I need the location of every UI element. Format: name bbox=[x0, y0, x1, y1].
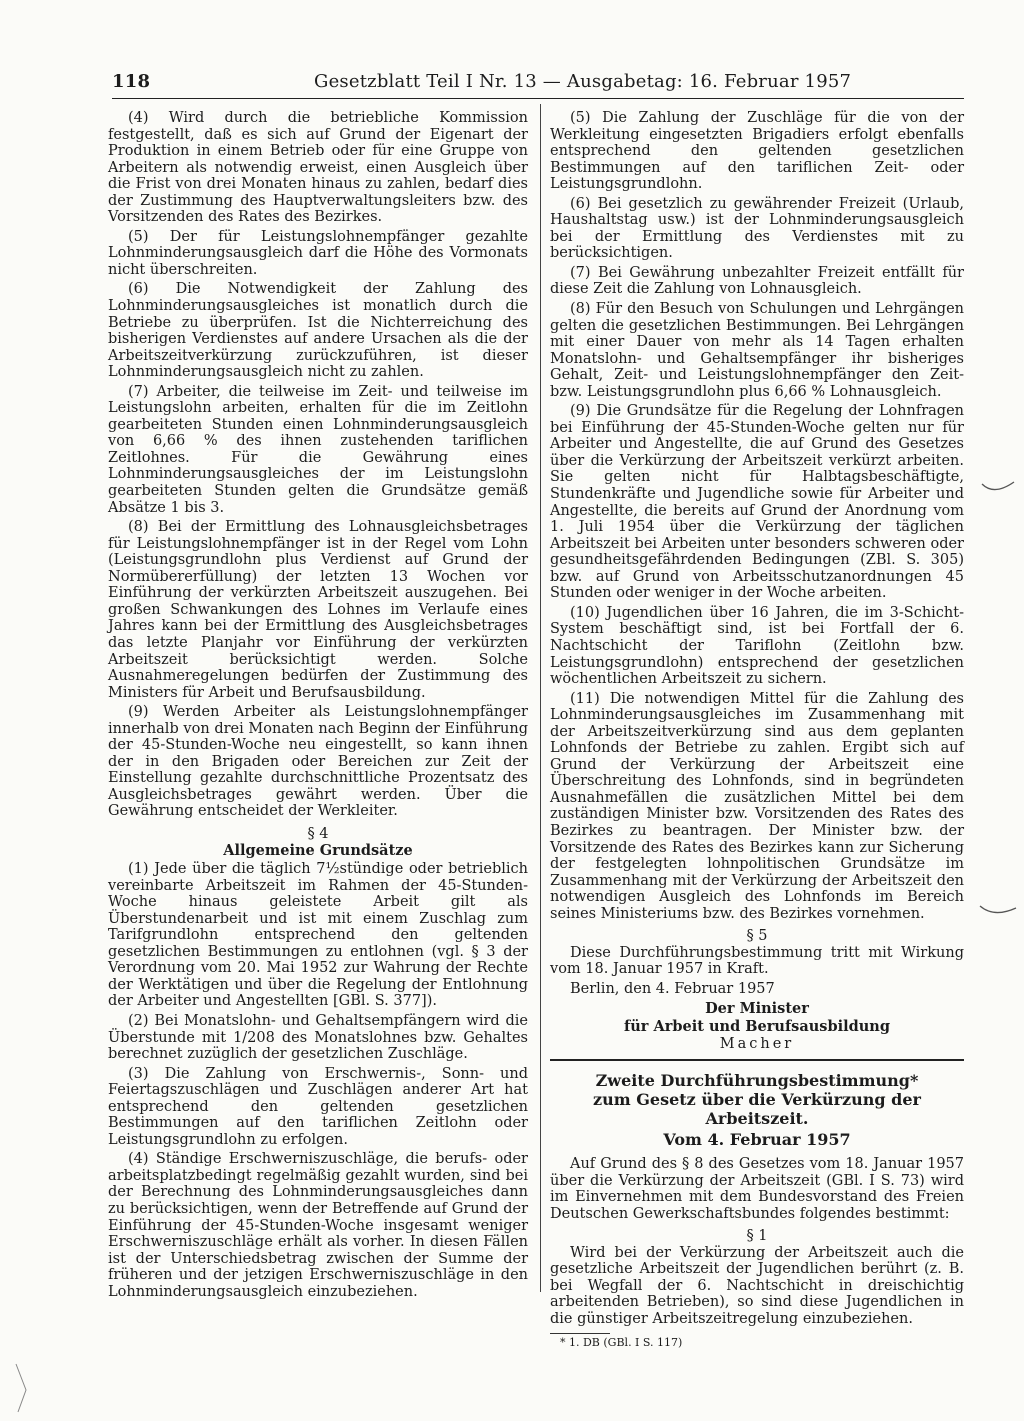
section-title: Allgemeine Grundsätze bbox=[223, 841, 413, 859]
paragraph: (4) Wird durch die betriebliche Kommission festgestellt, daß es sich auf Grund der Eigenart der Produktion in einem Betrieb oder für eine Gruppe von Arbeitern als notwendig erweist, einen Ausgleich über die Frist von drei Monaten hinaus zu zahlen, bedarf dies der Zustimmung des Hauptverwaltungsleiters bzw. des Vorsitzenden des Rates des Bezirkes. bbox=[108, 110, 528, 226]
margin-pencil-mark bbox=[980, 478, 1016, 498]
paragraph: (4) Ständige Erschwerniszuschläge, die berufs- oder arbeitsplatzbedingt regelmäßig gezahlt wurden, sind bei der Berechnung des Lohnminderungsausgleiches dann zu berücksichtigen, wenn der Betreffende auf Grund der Einführung der 45-Stunden-Woche insgesamt weniger Erschwerniszuschläge erhält als vorher. In diesen Fällen ist der Unterschiedsbetrag zwischen der Summe der früheren und der jetzigen Erschwerniszuschläge in den Lohnminderungsausgleich einzubeziehen. bbox=[108, 1151, 528, 1300]
margin-pencil-mark bbox=[978, 900, 1018, 920]
signature-name: Macher bbox=[719, 1036, 795, 1053]
paragraph: (9) Werden Arbeiter als Leistungslohnempfänger innerhalb von drei Monaten nach Beginn der Einführung der 45-Stunden-Woche neu eingestellt, so kann ihnen der in den Brigaden oder Bereichen zur Zeit der Einstellung gezahlte durchschnittliche Prozentsatz des Ausgleichsbetrages gewährt werden. Über die Gewährung entscheidet der Werkleiter. bbox=[108, 704, 528, 820]
paragraph: Diese Durchführungsbestimmung tritt mit Wirkung vom 18. Januar 1957 in Kraft. bbox=[550, 944, 964, 978]
left-column bbox=[108, 110, 528, 1303]
section-number: § 1 bbox=[746, 1228, 768, 1245]
paragraph: (10) Jugendlichen über 16 Jahren, die im 3-Schicht-System beschäftigt sind, ist bei Fortfall der 6. Nachtschicht der Tariflohn (Zeitlohn bzw. Leistungsgrundlohn) entsprechend der gesetzlichen wöchentlichen Arbeitszeit zu sichern. bbox=[550, 604, 964, 688]
right-column bbox=[550, 110, 964, 1349]
footnote-rule bbox=[550, 1333, 610, 1334]
document-date: Vom 4. Februar 1957 bbox=[663, 1129, 851, 1149]
paragraph: (11) Die notwendigen Mittel für die Zahlung des Lohnminderungsausgleiches im Zusammenhang mit der Arbeitszeitverkürzung sind aus dem geplanten Lohnfonds der Betriebe zu zahlen. Ergibt sich auf Grund der Verkürzung der Arbeitszeit eine Überschreitung des Lohnfonds, sind in begründeten Ausnahmefällen die zusätzlichen Mittel bei dem zuständigen Minister bzw. Vorsitzenden des Rates des Bezirkes zu beantragen. Der Minister bzw. der Vorsitzende des Rates des Bezirkes kann zur Sicherung der festgelegten lohnpolitischen Grundsätze im Zusammenhang mit der Verkürzung der Arbeitszeit den notwendigen Ausgleich des Lohnfonds im Bereich seines Ministeriums bzw. des Bezirkes vornehmen. bbox=[550, 690, 964, 922]
paragraph: Auf Grund des § 8 des Gesetzes vom 18. Januar 1957 über die Verkürzung der Arbeitszeit (GBl. I S. 73) wird im Einvernehmen mit dem Bundesvorstand des Freien Deutschen Gewerkschaftsbundes folgendes bestimmt: bbox=[550, 1155, 964, 1222]
header-title: Gesetzblatt Teil I Nr. 13 — Ausgabetag: 16. Februar 1957 bbox=[314, 71, 852, 92]
paragraph: (1) Jede über die täglich 7½stündige oder betrieblich vereinbarte Arbeitszeit im Rahmen der 45-Stunden-Woche hinaus geleistete Arbeit gilt als Überstundenarbeit und ist mit einem Zuschlag zum Tarifgrundlohn entsprechend den geltenden gesetzlichen Bestimmungen zu entlohnen (vgl. § 3 der Verordnung vom 20. Mai 1952 zur Wahrung der Rechte der Werktätigen und über die Regelung der Entlohnung der Arbeiter und Angestellten [GBl. S. 377]). bbox=[108, 861, 528, 1010]
paragraph: (7) Bei Gewährung unbezahlter Freizeit entfällt für diese Zeit die Zahlung von Lohnausgleich. bbox=[550, 264, 964, 298]
column-divider bbox=[540, 104, 541, 1292]
document-subtitle: zum Gesetz über die Verkürzung der Arbeitszeit. bbox=[593, 1089, 921, 1128]
paragraph: (5) Die Zahlung der Zuschläge für die von der Werkleitung eingesetzten Brigadiers erfolgt ebenfalls entsprechend den geltenden gesetzlichen Bestimmungen auf den tariflichen Zeit- oder Leistungsgrundlohn. bbox=[550, 110, 964, 193]
header-rule bbox=[112, 98, 964, 99]
section-number: § 5 bbox=[746, 928, 768, 945]
section-rule bbox=[550, 1059, 964, 1061]
paragraph: (8) Für den Besuch von Schulungen und Lehrgängen gelten die gesetzlichen Bestimmungen. Bei Lehrgängen mit einer Dauer von mehr als 14 Tagen erhalten Monatslohn- und Gehaltsempfänger ihr bisheriges Gehalt, Zeit- und Leistungslohnempfänger den Zeit- bzw. Leistungsgrundlohn plus 6,66 % Lohnausgleich. bbox=[550, 301, 964, 400]
page-header bbox=[112, 71, 964, 93]
paragraph: (9) Die Grundsätze für die Regelung der Lohnfragen bei Einführung der 45-Stunden-Woche gelten nur für Arbeiter und Angestellte, die auf Grund des Gesetzes über die Verkürzung der Arbeitszeit verkürzt arbeiten. Sie gelten nicht für Halbtagsbeschäftigte, Stundenkräfte und Jugendliche sowie für Arbeiter und Angestellte, die bereits auf Grund der Anordnung vom 1. Juli 1954 über die Verkürzung der täglichen Arbeitszeit bei Arbeiten unter besonders schweren oder gesundheitsgefährdenden Bedingungen (ZBl. S. 305) bzw. auf Grund von Arbeitsschutzanordnungen 45 Stunden oder weniger in der Woche arbeiten. bbox=[550, 403, 964, 602]
paragraph: (6) Bei gesetzlich zu gewährender Freizeit (Urlaub, Haushaltstag usw.) ist der Lohnminderungsausgleich bei der Ermittlung des Verdienstes mit zu berücksichtigen. bbox=[550, 195, 964, 262]
place-date: Berlin, den 4. Februar 1957 bbox=[570, 980, 775, 997]
paragraph: (2) Bei Monatslohn- und Gehaltsempfängern wird die Überstunde mit 1/208 des Monatslohnes bzw. Gehaltes berechnet zuzüglich der gesetzlichen Zuschläge. bbox=[108, 1012, 528, 1063]
paragraph: Wird bei der Verkürzung der Arbeitszeit auch die gesetzliche Arbeitszeit der Jugendlichen berührt (z. B. bei Wegfall der 6. Nachtschicht in dreischichtig arbeitenden Betrieben), so sind diese Jugendlichen in die günstiger Arbeitszeitregelung einzubeziehen. bbox=[550, 1244, 964, 1327]
margin-pencil-mark bbox=[8, 1360, 38, 1415]
signature-title: Der Minister bbox=[705, 1000, 809, 1018]
paragraph: (7) Arbeiter, die teilweise im Zeit- und teilweise im Leistungslohn arbeiten, erhalten für die im Zeitlohn gearbeiteten Stunden einen Lohnminderungsausgleich von 6,66 % des ihnen zustehenden tariflichen Zeitlohnes. Für die Gewährung eines Lohnminderungsausgleiches der im Leistungslohn gearbeiteten Stunden gelten die Grundsätze gemäß Absätze 1 bis 3. bbox=[108, 383, 528, 516]
paragraph: (3) Die Zahlung von Erschwernis-, Sonn- und Feiertagszuschlägen und Zuschlägen anderer Art hat entsprechend den geltenden gesetzlichen Bestimmungen auf den tariflichen Zeitlohn oder Leistungsgrundlohn zu erfolgen. bbox=[108, 1065, 528, 1148]
paragraph: (5) Der für Leistungslohnempfänger gezahlte Lohnminderungsausgleich darf die Höhe des Vormonats nicht überschreiten. bbox=[108, 228, 528, 278]
document-title: Zweite Durchführungsbestimmung* bbox=[595, 1070, 919, 1090]
paragraph: (8) Bei der Ermittlung des Lohnausgleichsbetrages für Leistungslohnempfänger ist in der Regel vom Lohn (Leistungsgrundlohn plus Verdienst auf Grund der Normübererfüllung) der letzten 13 Wochen vor Einführung der verkürzten Arbeitszeit auszugehen. Bei großen Schwankungen des Lohnes im Verlaufe eines Jahres kann bei der Ermittlung des Ausgleichsbetrages das letzte Planjahr vor Einführung der verkürzten Arbeitszeit berücksichtigt werden. Solche Ausnahmeregelungen bedürfen der Zustimmung des Ministers für Arbeit und Berufsausbildung. bbox=[108, 519, 528, 701]
signature-ministry: für Arbeit und Berufsausbildung bbox=[624, 1018, 890, 1036]
section-number: § 4 bbox=[307, 825, 329, 842]
page-number: 118 bbox=[112, 71, 151, 92]
footnote: * 1. DB (GBl. I S. 117) bbox=[560, 1336, 683, 1350]
paragraph: (6) Die Notwendigkeit der Zahlung des Lohnminderungsausgleiches ist monatlich durch die Betriebe zu überprüfen. Ist die Nichterreichung des bisherigen Verdienstes auf andere Ursachen als die der Arbeitszeitverkürzung zurückzuführen, ist dieser Lohnminderungsausgleich nicht zu zahlen. bbox=[108, 281, 528, 381]
